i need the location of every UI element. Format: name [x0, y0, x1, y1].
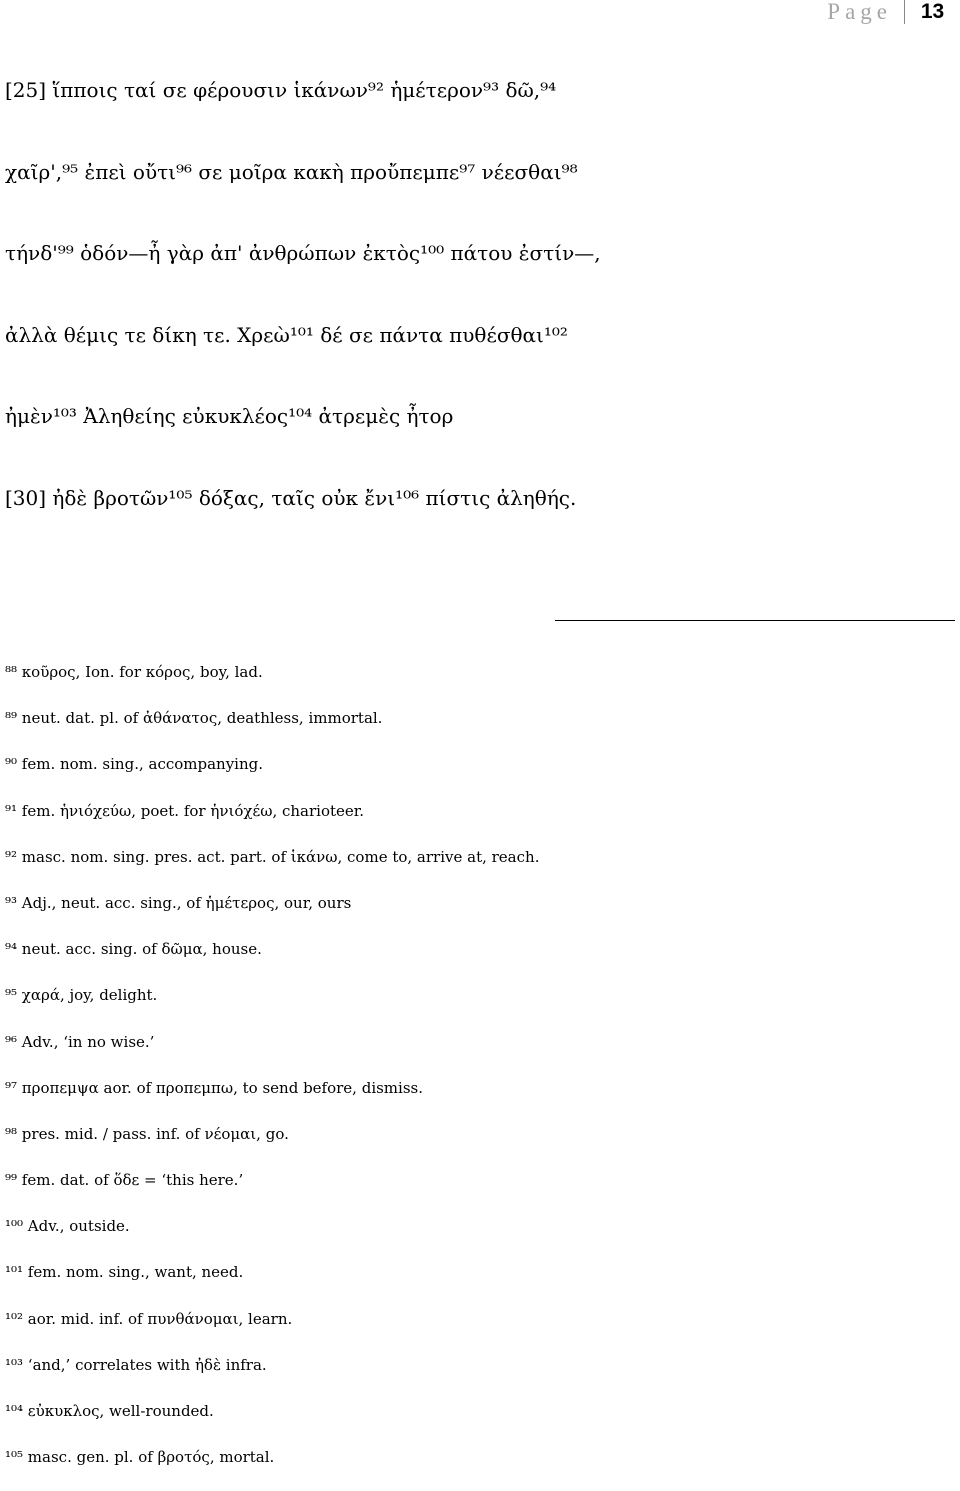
footnote: ⁹¹ fem. ἡνιόχεύω, poet. for ἡνιόχέω, charioteer.: [5, 801, 365, 820]
footnotes: [5, 660, 945, 1491]
footnote: ⁹⁰ fem. nom. sing., accompanying.: [5, 755, 264, 774]
footnote: ¹⁰² aor. mid. inf. of πυνθάνομαι, learn.: [5, 1309, 293, 1328]
verse-line: [25] ἵπποις ταί σε φέρουσιν ἱκάνων⁹² ἡμέτερον⁹³ δῶ,⁹⁴: [5, 78, 557, 102]
verse-line: ἀλλὰ θέμις τε δίκη τε. Χρεὼ¹⁰¹ δέ σε πάντα πυθέσθαι¹⁰²: [5, 322, 568, 347]
footnote: ⁹² masc. nom. sing. pres. act. part. of ἱκάνω, come to, arrive at, reach.: [5, 847, 540, 866]
footnote-divider: [555, 620, 955, 621]
footnote: ¹⁰⁵ masc. gen. pl. of βροτός, mortal.: [5, 1448, 275, 1467]
footnote: ¹⁰³ ‘and,’ correlates with ἠδὲ infra.: [5, 1355, 267, 1374]
footnote: ⁹⁸ pres. mid. / pass. inf. of νέομαι, go.: [5, 1124, 289, 1143]
footnote: ⁹⁶ Adv., ‘in no wise.’: [5, 1032, 155, 1051]
verse-line: τήνδ'⁹⁹ ὁδόν—ἦ γὰρ ἀπ' ἀνθρώπων ἐκτὸς¹⁰⁰ πάτου ἐστίν—,: [5, 241, 601, 266]
footnote: ⁹⁵ χαρά, joy, delight.: [5, 986, 158, 1005]
footnote: ¹⁰¹ fem. nom. sing., want, need.: [5, 1263, 244, 1282]
page-header: [0, 0, 960, 26]
footnote: ⁸⁹ neut. dat. pl. of ἀθάνατος, deathless, immortal.: [5, 709, 383, 728]
footnote: ⁹⁴ neut. acc. sing. of δῶμα, house.: [5, 940, 262, 959]
footnote: ¹⁰⁰ Adv., outside.: [5, 1217, 130, 1236]
verse-line: χαῖρ',⁹⁵ ἐπεὶ οὔτι⁹⁶ σε μοῖρα κακὴ προὔπεμπε⁹⁷ νέεσθαι⁹⁸: [5, 159, 578, 184]
footnote: ⁹⁹ fem. dat. of ὅδε = ‘this here.’: [5, 1171, 244, 1190]
verse-text: [5, 74, 945, 564]
footnote: ⁸⁸ κοῦρος, Ion. for κόρος, boy, lad.: [5, 663, 263, 681]
footnote: ⁹⁷ προπεμψα aor. of προπεμπω, to send before, dismiss.: [5, 1078, 423, 1097]
verse-line: [30] ἠδὲ βροτῶν¹⁰⁵ δόξας, ταῖς οὐκ ἔνι¹⁰⁶ πίστις ἀληθής.: [5, 485, 577, 510]
footnote: ¹⁰⁴ εὐκυκλος, well-rounded.: [5, 1402, 214, 1420]
page-number: 13: [904, 0, 960, 24]
verse-line: ἠμὲν¹⁰³ Ἀληθείης εὐκυκλέος¹⁰⁴ ἀτρεμὲς ἦτορ: [5, 404, 454, 429]
footnote: ⁹³ Adj., neut. acc. sing., of ἡμέτερος, our, ours: [5, 893, 352, 912]
page-label: Page: [827, 0, 892, 24]
